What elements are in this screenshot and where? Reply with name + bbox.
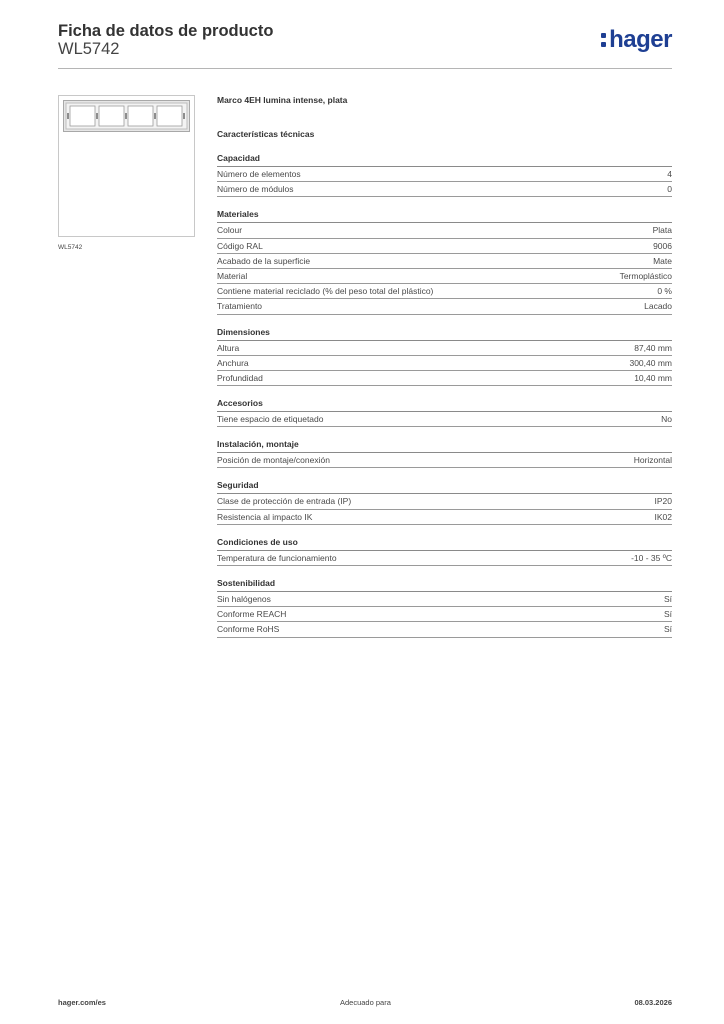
spec-value: Sí <box>663 609 672 620</box>
spec-value: Sí <box>663 594 672 604</box>
spec-section <box>217 578 672 638</box>
spec-row <box>217 239 672 254</box>
spec-row <box>217 412 672 427</box>
spec-section <box>217 480 672 524</box>
spec-row <box>217 494 672 509</box>
spec-label: Resistencia al impacto IK <box>217 511 313 522</box>
spec-label: Colour <box>217 225 243 236</box>
spec-row <box>217 167 672 182</box>
spec-content <box>217 95 672 638</box>
spec-row <box>217 284 672 299</box>
spec-label: Profundidad <box>217 372 263 383</box>
page-title: Ficha de datos de producto <box>58 22 274 40</box>
spec-sections <box>217 153 672 638</box>
spec-row <box>217 453 672 468</box>
spec-value: Sí <box>663 624 672 635</box>
spec-row <box>217 341 672 356</box>
spec-label: Código RAL <box>217 240 263 251</box>
spec-row <box>217 254 672 269</box>
spec-value: Horizontal <box>633 455 672 466</box>
spec-row <box>217 299 672 314</box>
spec-label: Conforme REACH <box>217 609 287 620</box>
spec-value: Plata <box>652 225 672 236</box>
product-image <box>58 95 195 237</box>
spec-value: IP20 <box>654 496 672 507</box>
page-footer <box>58 998 672 1010</box>
footer-date: 08.03.2026 <box>634 998 672 1007</box>
spec-section <box>217 537 672 566</box>
section-title: Dimensiones <box>217 327 672 341</box>
spec-label: Número de elementos <box>217 169 301 179</box>
page-header <box>58 20 672 70</box>
spec-label: Tiene espacio de etiquetado <box>217 414 324 425</box>
logo-text: hager <box>609 26 672 53</box>
product-code: WL5742 <box>58 40 120 58</box>
spec-section <box>217 327 672 387</box>
spec-value: 9006 <box>653 240 672 251</box>
header-divider <box>58 68 672 69</box>
spec-value: 10,40 mm <box>634 372 672 383</box>
spec-label: Altura <box>217 342 240 353</box>
spec-value: Mate <box>653 255 672 266</box>
spec-label: Número de módulos <box>217 184 294 195</box>
spec-section <box>217 439 672 468</box>
spec-section <box>217 153 672 197</box>
spec-row <box>217 551 672 566</box>
spec-row <box>217 622 672 637</box>
footer-website: hager.com/es <box>58 998 106 1007</box>
footer-center-text: Adecuado para <box>340 998 391 1007</box>
spec-row <box>217 592 672 607</box>
section-title: Capacidad <box>217 153 672 167</box>
spec-section <box>217 398 672 427</box>
spec-value: 87,40 mm <box>634 342 672 353</box>
spec-value: -10 - 35 ºC <box>631 552 672 563</box>
spec-value: No <box>661 414 672 425</box>
spec-row <box>217 371 672 386</box>
section-title: Instalación, montaje <box>217 439 672 453</box>
spec-value: Termoplástico <box>619 270 672 281</box>
spec-value: 300,40 mm <box>629 357 672 368</box>
spec-row <box>217 223 672 238</box>
section-title: Accesorios <box>217 398 672 412</box>
section-title: Condiciones de uso <box>217 537 672 551</box>
spec-label: Material <box>217 270 248 281</box>
spec-label: Anchura <box>217 357 249 368</box>
spec-label: Posición de montaje/conexión <box>217 455 330 466</box>
spec-label: Acabado de la superficie <box>217 255 311 266</box>
image-caption: WL5742 <box>58 244 83 251</box>
spec-row <box>217 510 672 525</box>
spec-row <box>217 269 672 284</box>
spec-label: Sin halógenos <box>217 594 271 604</box>
spec-value: 4 <box>667 169 672 179</box>
spec-section <box>217 209 672 314</box>
spec-label: Clase de protección de entrada (IP) <box>217 496 352 507</box>
tech-heading: Características técnicas <box>217 129 315 139</box>
spec-row <box>217 356 672 371</box>
spec-row <box>217 607 672 622</box>
spec-value: Lacado <box>644 301 672 312</box>
spec-value: 0 % <box>657 286 672 297</box>
spec-row <box>217 182 672 197</box>
spec-value: 0 <box>667 184 672 195</box>
section-title: Seguridad <box>217 480 672 494</box>
section-title: Sostenibilidad <box>217 578 672 592</box>
section-title: Materiales <box>217 209 672 223</box>
spec-label: Conforme RoHS <box>217 624 280 635</box>
product-name: Marco 4EH lumina intense, plata <box>217 95 348 105</box>
hager-logo <box>601 26 672 54</box>
spec-label: Contiene material reciclado (% del peso total del plástico) <box>217 286 434 297</box>
frame-4-gang-icon <box>63 100 190 132</box>
spec-value: IK02 <box>654 511 672 522</box>
spec-label: Tratamiento <box>217 301 263 312</box>
spec-label: Temperatura de funcionamiento <box>217 552 337 563</box>
logo-mark-icon <box>601 30 607 48</box>
